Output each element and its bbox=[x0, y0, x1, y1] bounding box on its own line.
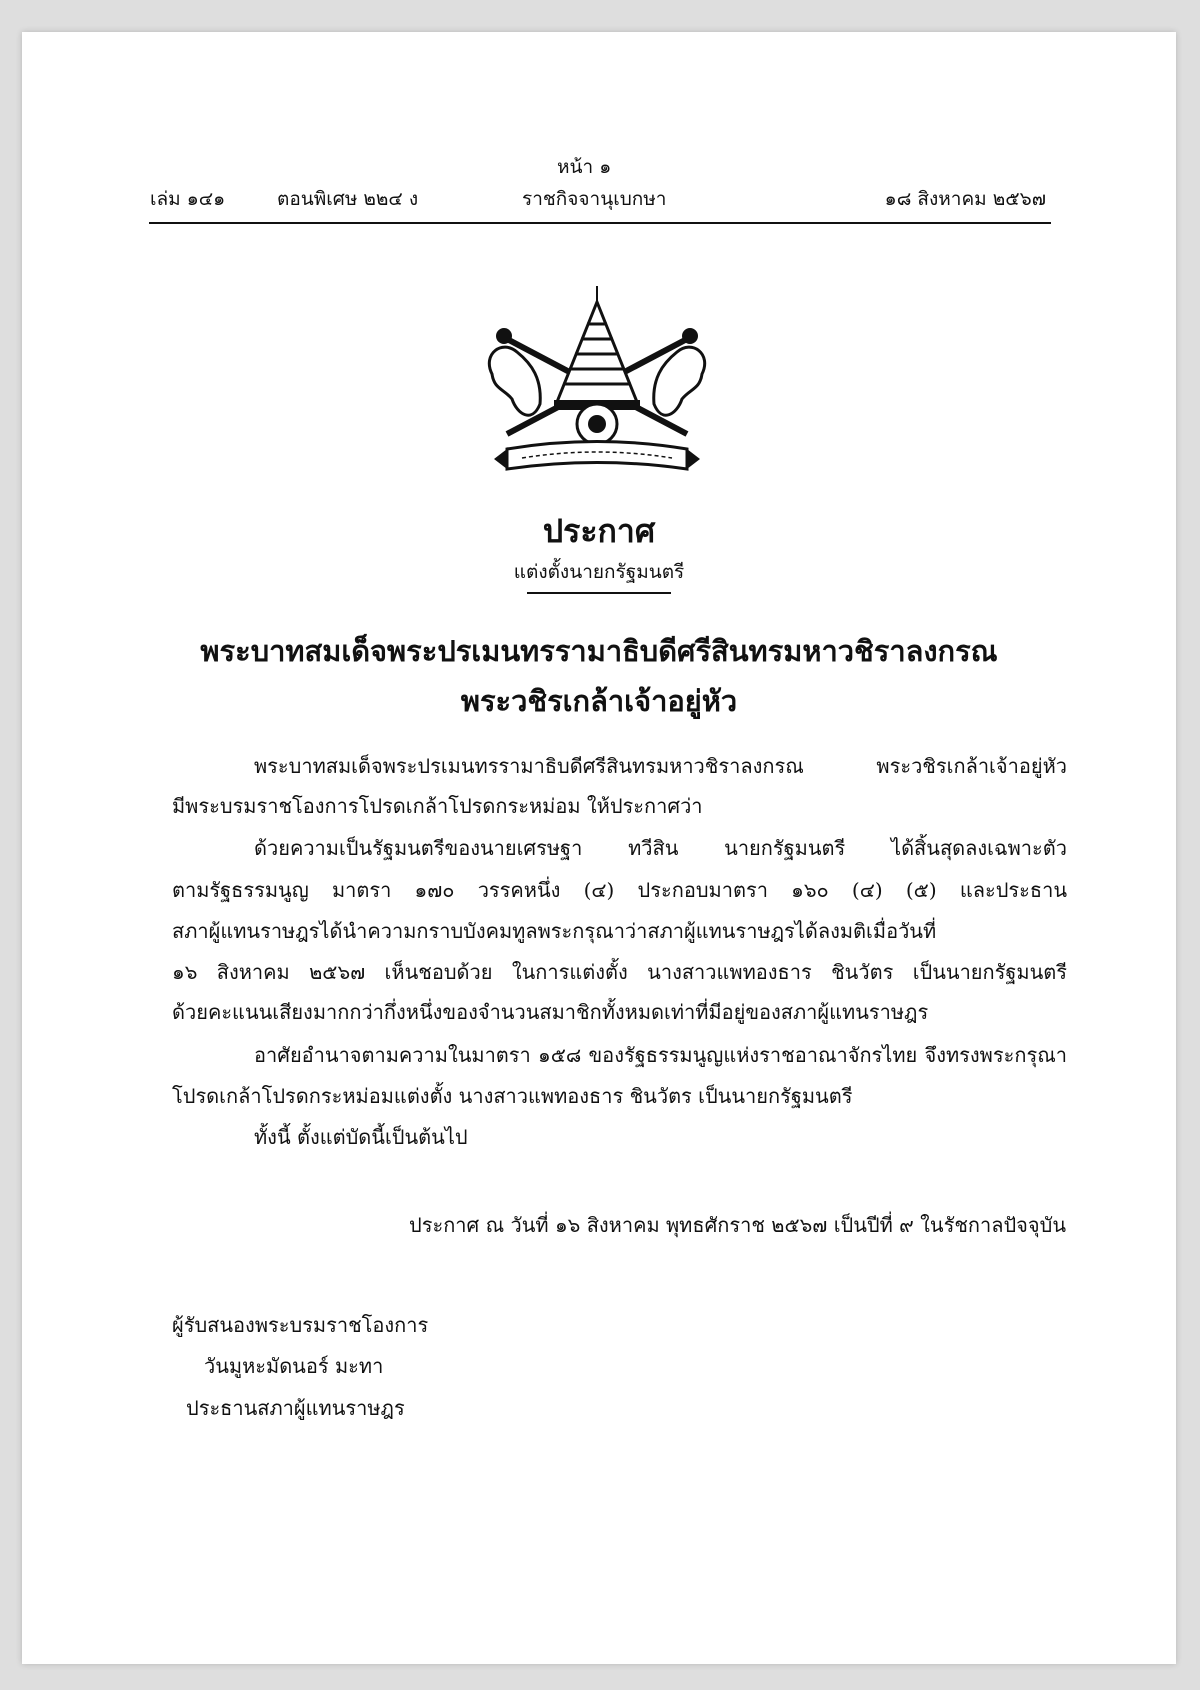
announcement-subtitle: แต่งตั้งนายกรัฐมนตรี bbox=[513, 561, 685, 583]
body-line-5: สภาผู้แทนราษฎรได้นำความกราบบังคมทูลพระกรุณาว่าสภาผู้แทนราษฎรได้ลงมติเมื่อวันที่ bbox=[172, 919, 937, 943]
issue-date: ๑๘ สิงหาคม ๒๕๖๗ bbox=[884, 188, 1046, 210]
body-line-2: มีพระบรมราชโองการโปรดเกล้าโปรดกระหม่อม ให้ประกาศว่า bbox=[172, 794, 703, 818]
body-line-8: อาศัยอำนาจตามความในมาตรา ๑๕๘ ของรัฐธรรมนูญแห่งราชอาณาจักรไทย จึงทรงพระกรุณา bbox=[254, 1043, 1067, 1067]
body-line-9: โปรดเกล้าโปรดกระหม่อมแต่งตั้ง นางสาวแพทองธาร ชินวัตร เป็นนายกรัฐมนตรี bbox=[172, 1084, 853, 1108]
body-line-6: ๑๖ สิงหาคม ๒๕๖๗ เห็นชอบด้วย ในการแต่งตั้ง นางสาวแพทองธาร ชินวัตร เป็นนายกรัฐมนตรี bbox=[172, 960, 1067, 984]
body-line-1: พระบาทสมเด็จพระปรเมนทรรามาธิบดีศรีสินทรมหาวชิราลงกรณ พระวชิรเกล้าเจ้าอยู่หัว bbox=[254, 754, 1067, 778]
header-rule bbox=[149, 222, 1051, 224]
gazette-page bbox=[22, 32, 1176, 1664]
king-name-line-1: พระบาทสมเด็จพระปรเมนทรรามาธิบดีศรีสินทรมหาวชิราลงกรณ bbox=[200, 634, 998, 668]
body-line-3: ด้วยความเป็นรัฐมนตรีของนายเศรษฐา ทวีสิน นายกรัฐมนตรี ได้สิ้นสุดลงเฉพาะตัว bbox=[254, 836, 1067, 860]
page-number: หน้า ๑ bbox=[557, 156, 612, 178]
publication-name: ราชกิจจานุเบกษา bbox=[522, 188, 667, 210]
countersign-role: ผู้รับสนองพระบรมราชโองการ bbox=[172, 1313, 429, 1337]
countersign-position: ประธานสภาผู้แทนราษฎร bbox=[186, 1396, 405, 1420]
volume-number: เล่ม ๑๔๑ bbox=[150, 188, 226, 210]
announcement-title: ประกาศ bbox=[542, 512, 656, 550]
body-line-10: ทั้งนี้ ตั้งแต่บัดนี้เป็นต้นไป bbox=[254, 1125, 468, 1149]
countersign-name: วันมูหะมัดนอร์ มะทา bbox=[204, 1354, 384, 1378]
body-line-4: ตามรัฐธรรมนูญ มาตรา ๑๗๐ วรรคหนึ่ง (๔) ประกอบมาตรา ๑๖๐ (๔) (๕) และประธาน bbox=[172, 878, 1067, 902]
royal-seal-icon bbox=[482, 284, 712, 484]
title-rule bbox=[527, 592, 671, 594]
proclamation-date: ประกาศ ณ วันที่ ๑๖ สิงหาคม พุทธศักราช ๒๕๖๗ เป็นปีที่ ๙ ในรัชกาลปัจจุบัน bbox=[409, 1213, 1066, 1237]
king-name-line-2: พระวชิรเกล้าเจ้าอยู่หัว bbox=[460, 684, 738, 718]
body-line-7: ด้วยคะแนนเสียงมากกว่ากึ่งหนึ่งของจำนวนสมาชิกทั้งหมดเท่าที่มีอยู่ของสภาผู้แทนราษฎร bbox=[172, 1000, 929, 1024]
section-number: ตอนพิเศษ ๒๒๔ ง bbox=[277, 188, 419, 210]
